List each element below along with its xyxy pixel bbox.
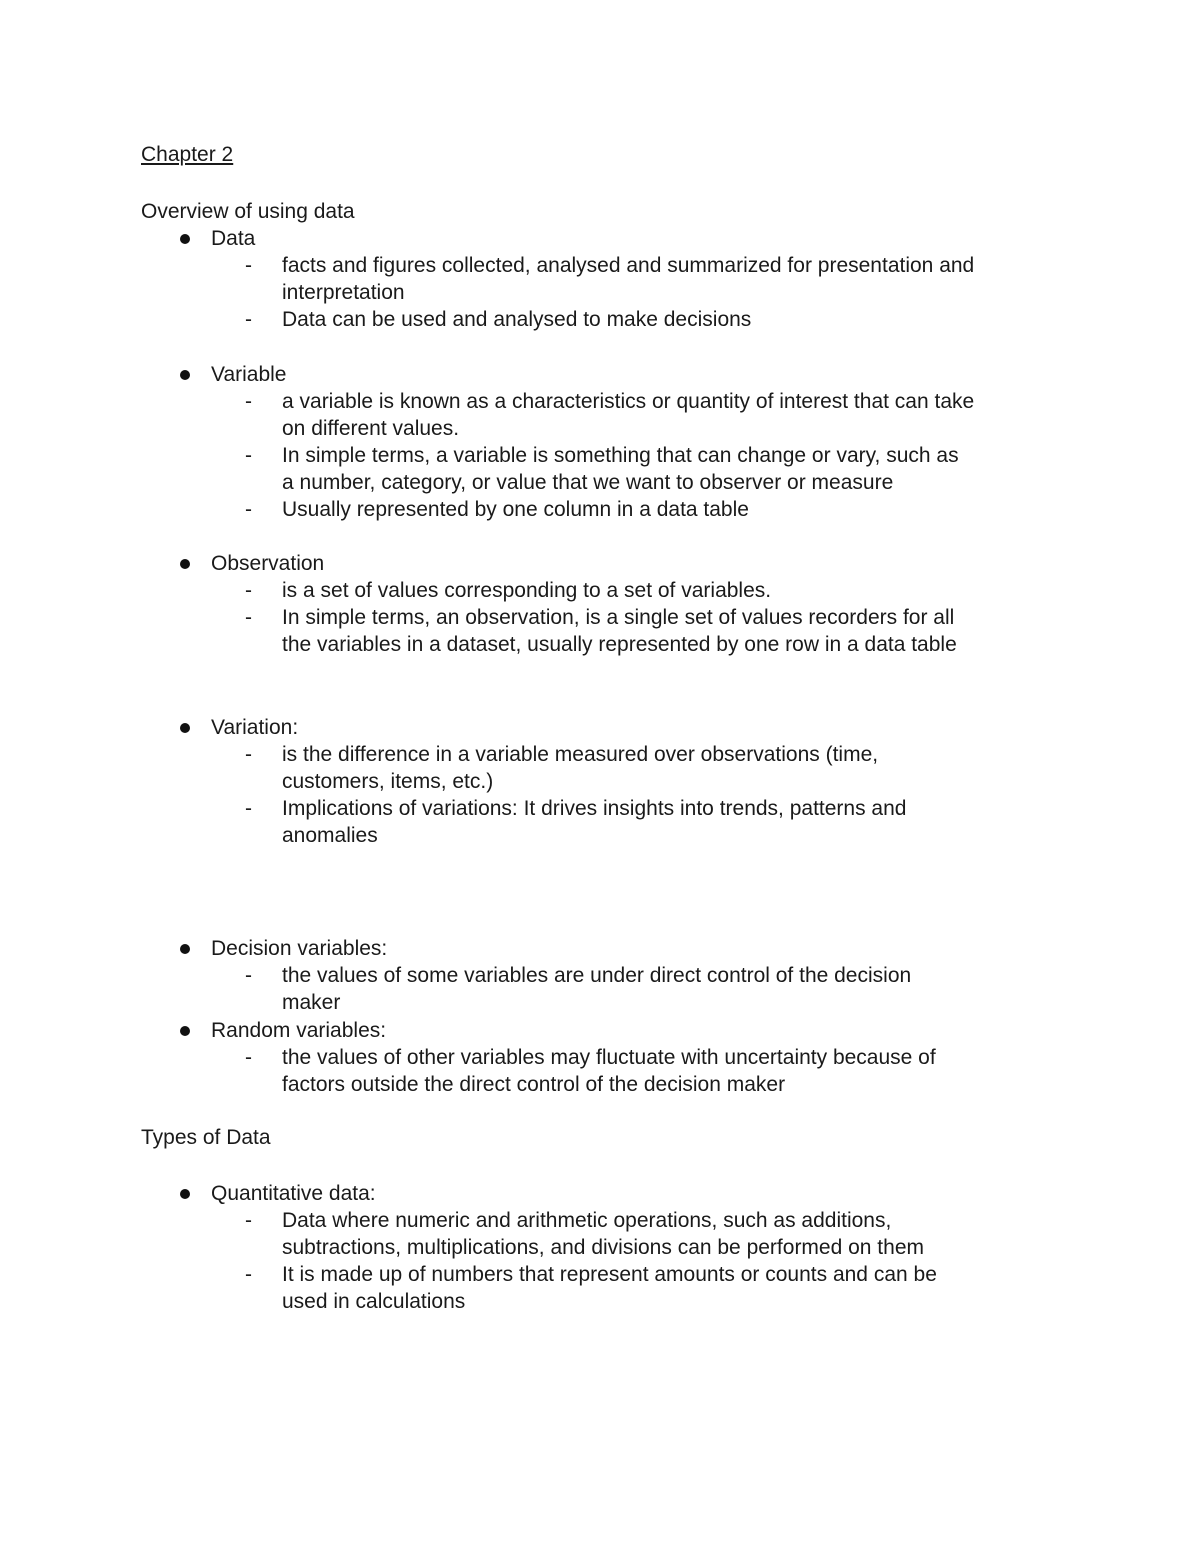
- bullet-label: Data: [211, 227, 256, 250]
- sub-point-text: the values of some variables are under direct control of the decision: [282, 964, 912, 987]
- sub-point-text: factors outside the direct control of the decision maker: [282, 1073, 786, 1096]
- bullet-icon: [180, 1026, 190, 1036]
- bullet-icon: [180, 944, 190, 954]
- sub-point-text: It is made up of numbers that represent amounts or counts and can be: [282, 1263, 937, 1286]
- sub-point-text: Data where numeric and arithmetic operations, such as additions,: [282, 1209, 892, 1232]
- sub-point-text: facts and figures collected, analysed and summarized for presentation and: [282, 254, 975, 277]
- sub-point-text: anomalies: [282, 824, 378, 847]
- sub-point-text: a number, category, or value that we want to observer or measure: [282, 471, 894, 494]
- sub-point-text: customers, items, etc.): [282, 770, 494, 793]
- bullet-icon: [180, 559, 190, 569]
- dash-bullet-icon: -: [245, 498, 252, 521]
- sub-point-text: a variable is known as a characteristics or quantity of interest that can take: [282, 390, 975, 413]
- sub-point-text: used in calculations: [282, 1290, 466, 1313]
- sub-point-text: the values of other variables may fluctuate with uncertainty because of: [282, 1046, 936, 1069]
- sub-point-text: interpretation: [282, 281, 405, 304]
- dash-bullet-icon: -: [245, 1046, 252, 1069]
- sub-point-text: maker: [282, 991, 341, 1014]
- dash-bullet-icon: -: [245, 390, 252, 413]
- bullet-label: Observation: [211, 552, 325, 575]
- section-heading: Types of Data: [141, 1126, 271, 1149]
- section-heading: Overview of using data: [141, 200, 355, 223]
- sub-point-text: In simple terms, a variable is something that can change or vary, such as: [282, 444, 959, 467]
- dash-bullet-icon: -: [245, 444, 252, 467]
- bullet-label: Random variables:: [211, 1019, 387, 1042]
- sub-point-text: Implications of variations: It drives insights into trends, patterns and: [282, 797, 907, 820]
- bullet-label: Decision variables:: [211, 937, 388, 960]
- sub-point-text: is a set of values corresponding to a set of variables.: [282, 579, 772, 602]
- bullet-label: Variation:: [211, 716, 299, 739]
- sub-point-text: Usually represented by one column in a data table: [282, 498, 749, 521]
- dash-bullet-icon: -: [245, 1263, 252, 1286]
- dash-bullet-icon: -: [245, 308, 252, 331]
- sub-point-text: subtractions, multiplications, and divisions can be performed on them: [282, 1236, 924, 1259]
- bullet-label: Quantitative data:: [211, 1182, 376, 1205]
- dash-bullet-icon: -: [245, 743, 252, 766]
- page-title: Chapter 2: [141, 143, 234, 166]
- bullet-label: Variable: [211, 363, 287, 386]
- dash-bullet-icon: -: [245, 254, 252, 277]
- dash-bullet-icon: -: [245, 579, 252, 602]
- bullet-icon: [180, 370, 190, 380]
- sub-point-text: Data can be used and analysed to make decisions: [282, 308, 752, 331]
- sub-point-text: In simple terms, an observation, is a single set of values recorders for all: [282, 606, 955, 629]
- dash-bullet-icon: -: [245, 1209, 252, 1232]
- bullet-icon: [180, 1189, 190, 1199]
- dash-bullet-icon: -: [245, 797, 252, 820]
- dash-bullet-icon: -: [245, 606, 252, 629]
- sub-point-text: the variables in a dataset, usually represented by one row in a data table: [282, 633, 957, 656]
- sub-point-text: is the difference in a variable measured over observations (time,: [282, 743, 879, 766]
- sub-point-text: on different values.: [282, 417, 460, 440]
- bullet-icon: [180, 234, 190, 244]
- bullet-icon: [180, 723, 190, 733]
- dash-bullet-icon: -: [245, 964, 252, 987]
